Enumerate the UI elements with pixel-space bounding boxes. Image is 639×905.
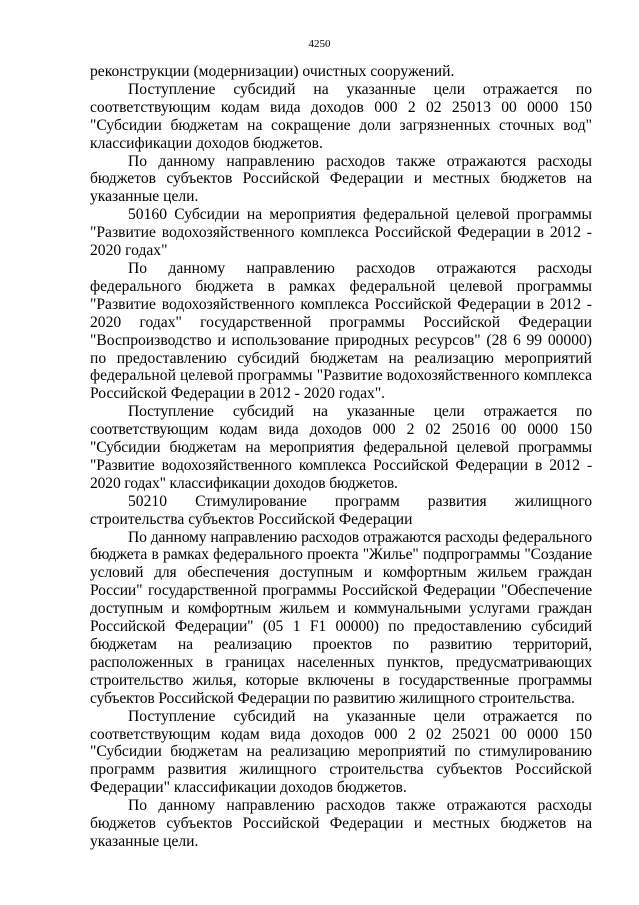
paragraph-income-codes-25016: Поступление субсидий на указанные цели отражается по соответствующим кодам вида доходов 000 2 02 25016 00 0000 150 "Субсидии бюджетам на мероприятия федеральной целевой программы "Развитие водохозяйственного комплекса Российской Федерации в 2012 - 2020 годах" классификации доходов бюджетов. [90, 403, 592, 492]
heading-50160: 50160 Субсидии на мероприятия федеральной целевой программы "Развитие водохозяйственного комплекса Российской Федерации в 2012 - 2020 годах" [90, 206, 592, 260]
paragraph-income-codes-25013: Поступление субсидий на указанные цели отражается по соответствующим кодам вида доходов 000 2 02 25013 00 0000 150 "Субсидии бюджетам на сокращение доли загрязненных сточных вод" классификации доходов бюджетов. [90, 80, 592, 152]
document-body [90, 63, 592, 851]
heading-50210: 50210 Стимулирование программ развития жилищного строительства субъектов Российской Федерации [90, 492, 592, 528]
paragraph-income-codes-25021: Поступление субсидий на указанные цели отражается по соответствующим кодам вида доходов 000 2 02 25021 00 0000 150 "Субсидии бюджетам на реализацию мероприятий по стимулированию программ развития жилищного строительства субъектов Российской Федерации" классификации доходов бюджетов. [90, 707, 592, 797]
paragraph-continuation: реконструкции (модернизации) очистных сооружений. [90, 63, 455, 80]
paragraph-50210-description: По данному направлению расходов отражаются расходы федерального бюджета в рамках федерального проекта "Жилье" подпрограммы "Создание условий для обеспечения доступным и комфортным жильем граждан России" государственной программы Российской Федерации "Обеспечение доступным и комфортным жильем и коммунальными услугами граждан Российской Федерации" (05 1 F1 00000) по предоставлению субсидий бюджетам на реализацию проектов по развитию территорий, расположенных в границах населенных пунктов, предусматривающих строительство жилья, которые включены в государственные программы субъектов Российской Федерации по развитию жилищного строительства. [90, 528, 592, 707]
paragraph-regional-expenses-2: По данному направлению расходов также отражаются расходы бюджетов субъектов Российской Федерации и местных бюджетов на указанные цели. [90, 797, 592, 850]
page-number: 4250 [308, 38, 331, 50]
paragraph-regional-expenses-1: По данному направлению расходов также отражаются расходы бюджетов субъектов Российской Федерации и местных бюджетов на указанные цели. [90, 152, 592, 206]
paragraph-50160-description: По данному направлению расходов отражаются расходы федерального бюджета в рамках федеральной целевой программы "Развитие водохозяйственного комплекса Российской Федерации в 2012 - 2020 годах" государственной программы Российской Федерации "Воспроизводство и использование природных ресурсов" (28 6 99 00000) по предоставлению субсидий бюджетам на реализацию мероприятий федеральной целевой программы "Развитие водохозяйственного комплекса Российской Федерации в 2012 - 2020 годах". [90, 259, 592, 403]
